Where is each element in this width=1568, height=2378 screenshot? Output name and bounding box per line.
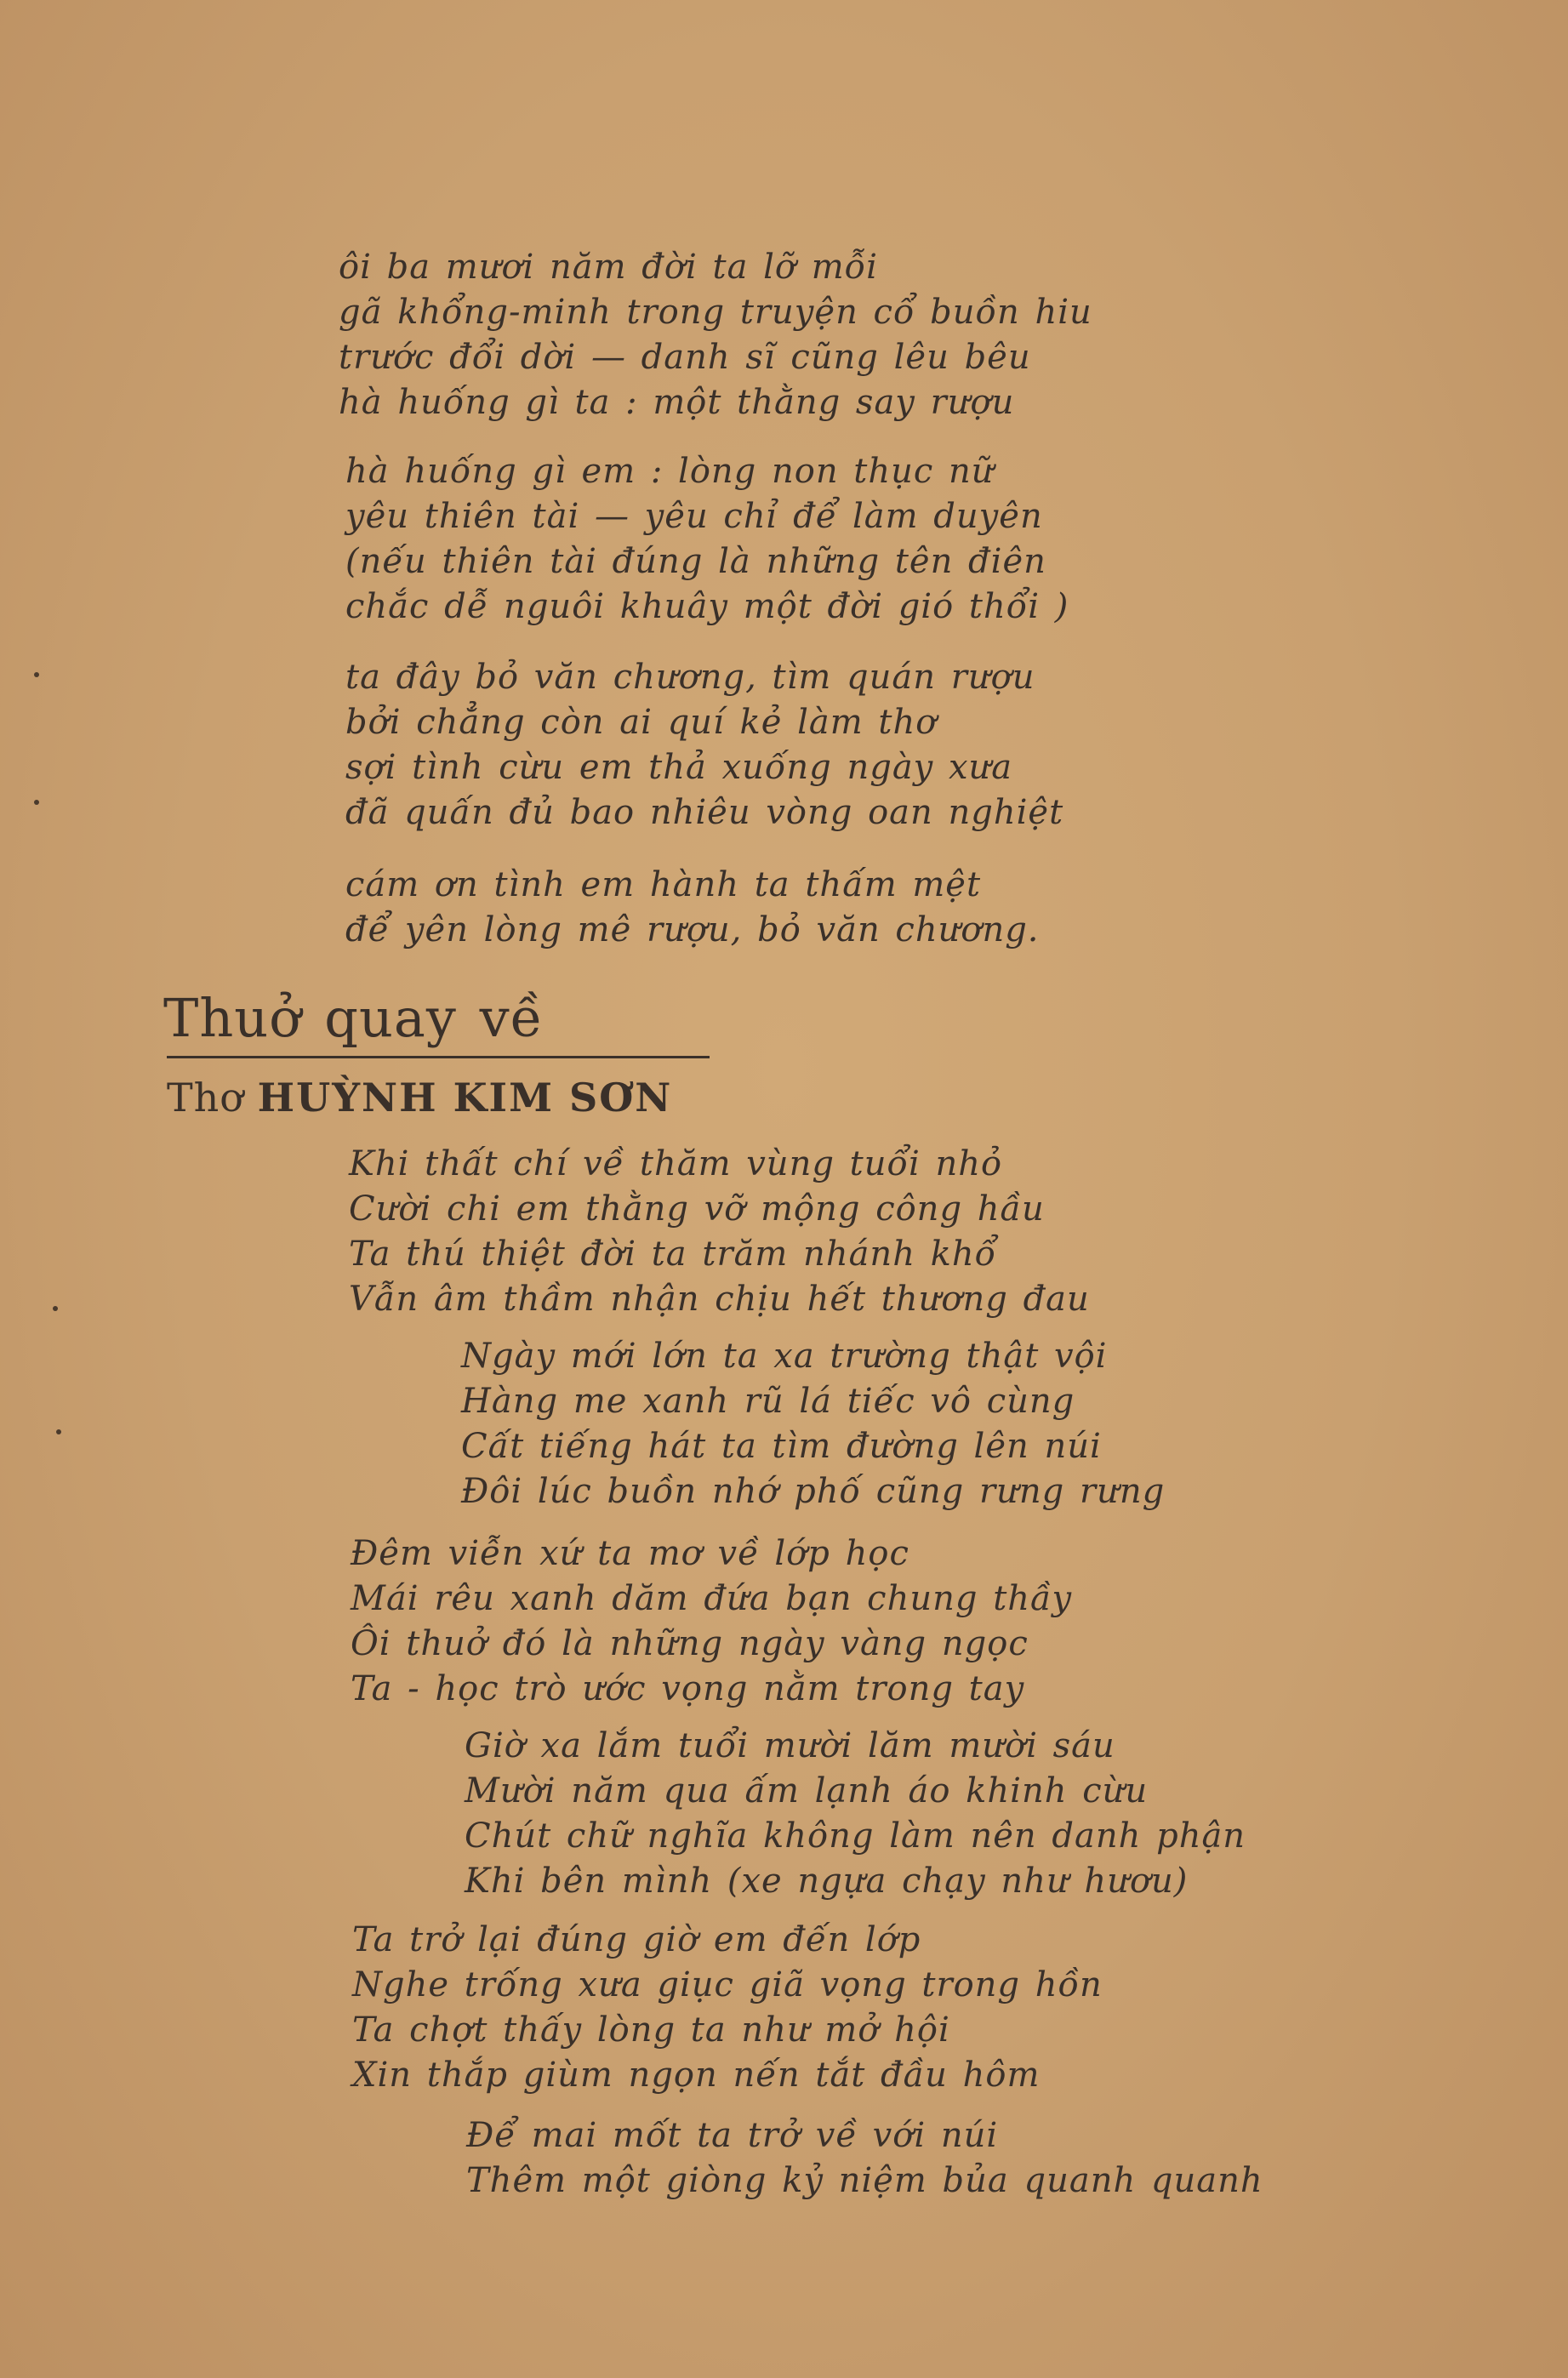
poem-author xyxy=(167,1075,672,1121)
poem-line: sợi tình cừu em thả xuống ngày xưa xyxy=(345,748,1013,787)
poem-line: cám ơn tình em hành ta thấm mệt xyxy=(345,865,982,904)
binding-hole-mark xyxy=(34,800,39,805)
poem-line: ôi ba mươi năm đời ta lỡ mỗi xyxy=(339,248,878,287)
poem-line: yêu thiên tài — yêu chỉ để làm duyên xyxy=(345,497,1043,536)
poem-line: Nghe trống xưa giục giã vọng trong hồn xyxy=(352,1965,1103,2004)
poem2-stanza-1 xyxy=(349,1142,1090,1322)
binding-hole-mark xyxy=(53,1306,58,1311)
poem-line: (nếu thiên tài đúng là những tên điên xyxy=(345,542,1046,581)
poem-line: Hàng me xanh rũ lá tiếc vô cùng xyxy=(461,1382,1075,1421)
poem-line: hà huống gì ta : một thằng say rượu xyxy=(339,383,1015,422)
poem1-stanza-1 xyxy=(339,245,1092,425)
poem1-stanza-4 xyxy=(345,863,1040,953)
poem-line: Đêm viễn xứ ta mơ về lớp học xyxy=(351,1534,909,1573)
poem-line: đã quấn đủ bao nhiêu vòng oan nghiệt xyxy=(345,793,1064,832)
poem-line: Chút chữ nghĩa không làm nên danh phận xyxy=(465,1816,1246,1856)
poem-line: Mái rêu xanh dăm đứa bạn chung thầy xyxy=(351,1579,1073,1618)
author-prefix: Thơ xyxy=(167,1075,245,1121)
poem-line: Vẫn âm thầm nhận chịu hết thương đau xyxy=(349,1280,1090,1319)
poem-line: Đôi lúc buồn nhớ phố cũng rưng rưng xyxy=(461,1472,1166,1511)
poem-line: Mười năm qua ấm lạnh áo khinh cừu xyxy=(465,1771,1149,1811)
poem2-stanza-2 xyxy=(461,1334,1165,1514)
poem-line: Để mai mốt ta trở về với núi xyxy=(466,2116,999,2155)
poem-title: Thuở quay về xyxy=(163,987,544,1049)
poem-line: để yên lòng mê rượu, bỏ văn chương. xyxy=(345,910,1040,949)
poem-line: Khi thất chí về thăm vùng tuổi nhỏ xyxy=(349,1144,1003,1183)
poem-line: Ta thú thiệt đời ta trăm nhánh khổ xyxy=(349,1235,997,1274)
poem-line: Cười chi em thằng vỡ mộng công hầu xyxy=(349,1189,1045,1229)
poem-line: Khi bên mình (xe ngựa chạy như hươu) xyxy=(465,1862,1189,1901)
poem-line: gã khổng-minh trong truyện cổ buồn hiu xyxy=(339,293,1092,332)
poem-line: Ta chợt thấy lòng ta như mở hội xyxy=(352,2010,950,2050)
poem-line: Giờ xa lắm tuổi mười lăm mười sáu xyxy=(465,1726,1115,1765)
poem2-stanza-6 xyxy=(466,2113,1263,2204)
binding-hole-mark xyxy=(56,1429,61,1434)
binding-hole-mark xyxy=(34,672,39,677)
poem-line: Ngày mới lớn ta xa trường thật vội xyxy=(461,1337,1108,1376)
poem-line: chắc dễ nguôi khuây một đời gió thổi ) xyxy=(345,587,1069,626)
poem2-stanza-5 xyxy=(352,1918,1103,2098)
poem2-stanza-3 xyxy=(351,1531,1072,1712)
poem-line: ta đây bỏ văn chương, tìm quán rượu xyxy=(345,658,1035,697)
poem1-stanza-3 xyxy=(345,655,1063,835)
title-underline xyxy=(167,1056,710,1058)
poem-line: Thêm một giòng kỷ niệm bủa quanh quanh xyxy=(466,2161,1263,2200)
poem2-stanza-4 xyxy=(465,1724,1246,1904)
poem-line: hà huống gì em : lòng non thục nữ xyxy=(345,452,995,491)
poem-line: trước đổi dời — danh sĩ cũng lêu bêu xyxy=(339,338,1031,377)
poem-line: Ta trở lại đúng giờ em đến lớp xyxy=(352,1920,921,1959)
poem-line: Ôi thuở đó là những ngày vàng ngọc xyxy=(351,1624,1029,1663)
poem-line: bởi chẳng còn ai quí kẻ làm thơ xyxy=(345,703,938,742)
author-name: HUỲNH KIM SƠN xyxy=(257,1075,673,1121)
poem-line: Xin thắp giùm ngọn nến tắt đầu hôm xyxy=(352,2056,1041,2095)
poem1-stanza-2 xyxy=(345,449,1069,630)
poem-line: Ta - học trò ước vọng nằm trong tay xyxy=(351,1669,1025,1708)
poem-line: Cất tiếng hát ta tìm đường lên núi xyxy=(461,1427,1102,1466)
